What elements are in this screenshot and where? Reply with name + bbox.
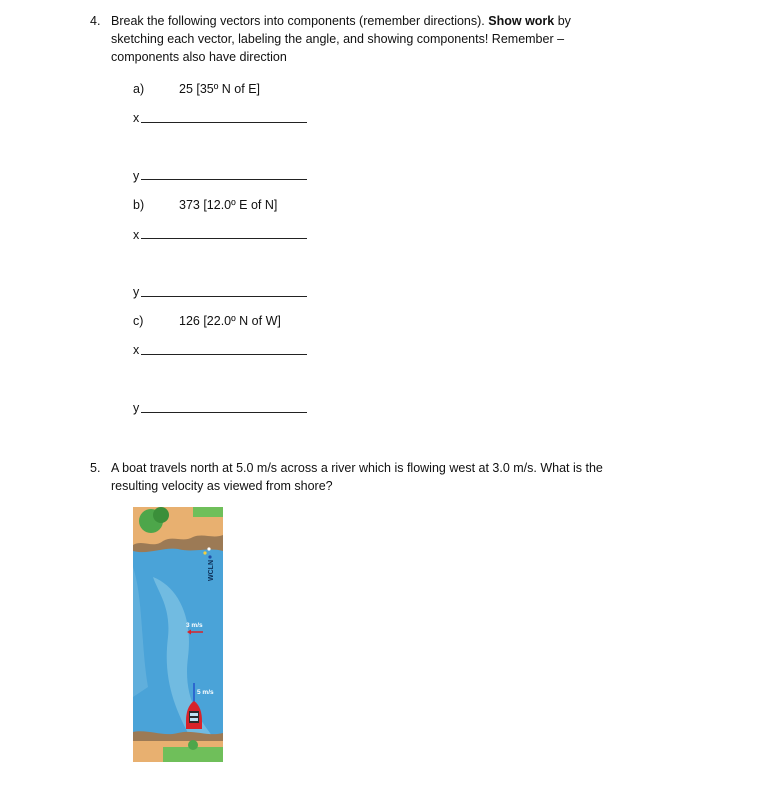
boat-cabin — [189, 711, 199, 723]
star-icon — [208, 555, 211, 558]
part-b-vector: 373 [12.0º E of N] — [179, 198, 278, 212]
part-c-y-answer-line[interactable] — [141, 412, 307, 413]
boat-speed-label: 5 m/s — [197, 689, 214, 696]
part-a-x-answer-line[interactable] — [141, 122, 307, 123]
part-b-x-answer-line[interactable] — [141, 238, 307, 239]
part-b-x-label: x — [133, 228, 140, 242]
q4-line3: components also have direction — [111, 50, 287, 64]
grass-top — [193, 507, 223, 517]
boat-window — [190, 713, 198, 716]
part-c-vector: 126 [22.0º N of W] — [179, 314, 281, 328]
q4-text — [111, 12, 671, 66]
river-figure — [133, 507, 223, 762]
part-c-x-answer-line[interactable] — [141, 354, 307, 355]
q4-intro: Break the following vectors into components (remember directions). — [111, 14, 485, 28]
tree-icon — [153, 507, 169, 523]
part-b-y-answer-line[interactable] — [141, 296, 307, 297]
part-a-x-label: x — [133, 111, 140, 125]
part-c-y-label: y — [133, 401, 140, 415]
part-b-y-label: y — [133, 285, 140, 299]
q5-line1: A boat travels north at 5.0 m/s across a river which is flowing west at 3.0 m/s. What is the — [111, 461, 603, 475]
part-a-label: a) — [133, 82, 145, 96]
star-icon — [207, 547, 210, 550]
boat-window — [190, 718, 198, 721]
part-b-label: b) — [133, 198, 145, 212]
q4-line2: sketching each vector, labeling the angle, and showing components! Remember – — [111, 32, 565, 46]
q4-number: 4. — [90, 14, 101, 28]
bush-icon — [188, 740, 198, 750]
star-icon — [203, 551, 206, 554]
part-a-y-label: y — [133, 169, 140, 183]
current-speed-label: 3 m/s — [186, 622, 203, 629]
part-a-vector: 25 [35º N of E] — [179, 82, 260, 96]
part-c-x-label: x — [133, 343, 140, 357]
part-a-y-answer-line[interactable] — [141, 179, 307, 180]
figure-watermark: WCLN — [208, 560, 215, 581]
part-c-label: c) — [133, 314, 144, 328]
q5-line2: resulting velocity as viewed from shore? — [111, 479, 333, 493]
q4-emphasis: Show work — [488, 14, 555, 28]
q4-rest-line1: by — [557, 14, 571, 28]
q5-text — [111, 459, 671, 495]
q5-number: 5. — [90, 461, 101, 475]
